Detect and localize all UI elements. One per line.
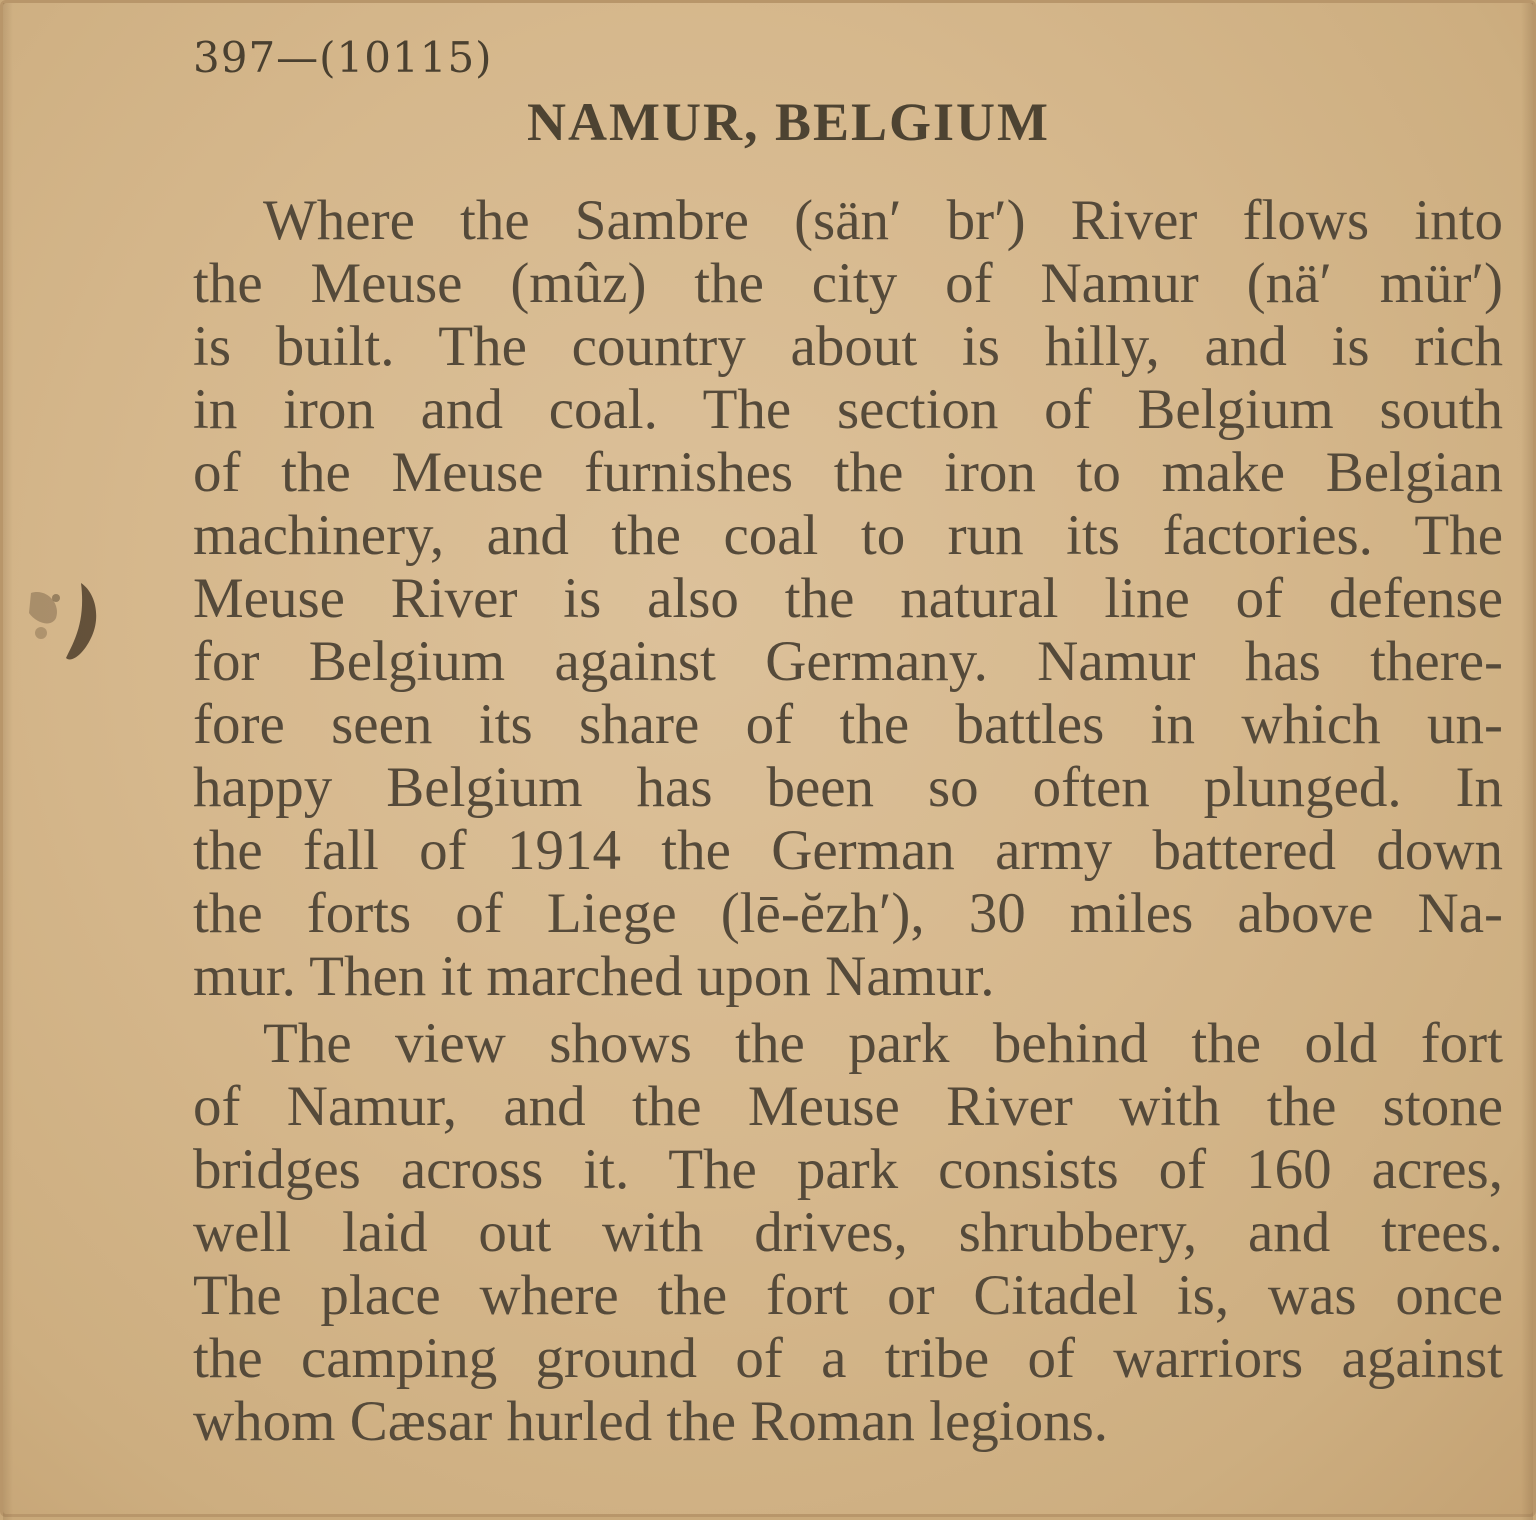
text-line: well laid out with drives, shrubbery, and trees.	[193, 1201, 1503, 1264]
ink-smudge-mark	[11, 563, 111, 673]
text-line: bridges across it. The park consists of 160 acres,	[193, 1138, 1503, 1201]
text-line: of the Meuse furnishes the iron to make Belgian	[193, 441, 1503, 504]
text-line: mur. Then it marched upon Namur.	[193, 945, 995, 1008]
catalog-reference-number: 397—(10115)	[193, 33, 493, 82]
card-right-edge-shading	[1521, 3, 1533, 1520]
text-line: The place where the fort or Citadel is, was once	[193, 1264, 1503, 1327]
text-line: Where the Sambre (sän′ br′) River flows into	[263, 189, 1503, 252]
text-line: whom Cæsar hurled the Roman legions.	[193, 1390, 1109, 1453]
text-line: of Namur, and the Meuse River with the stone	[193, 1075, 1503, 1138]
text-line: for Belgium against Germany. Namur has there-	[193, 630, 1503, 693]
text-line: in iron and coal. The section of Belgium south	[193, 378, 1503, 441]
text-line: the fall of 1914 the German army battered down	[193, 819, 1503, 882]
text-line: Meuse River is also the natural line of defense	[193, 567, 1503, 630]
text-line: the camping ground of a tribe of warriors against	[193, 1327, 1503, 1390]
description-paragraph-2	[193, 1012, 1503, 1453]
card-title: NAMUR, BELGIUM	[527, 92, 1050, 152]
description-paragraph-1	[193, 189, 1503, 1008]
card-left-edge-shading	[3, 3, 13, 1520]
text-line: machinery, and the coal to run its factories. The	[193, 504, 1503, 567]
text-line: is built. The country about is hilly, and is rich	[193, 315, 1503, 378]
text-line: happy Belgium has been so often plunged. In	[193, 756, 1503, 819]
text-line: the forts of Liege (lē-ĕzh′), 30 miles above Na-	[193, 882, 1503, 945]
text-line: fore seen its share of the battles in which un-	[193, 693, 1503, 756]
text-line: The view shows the park behind the old fort	[263, 1012, 1503, 1075]
text-line: the Meuse (mûz) the city of Namur (nä′ mür′)	[193, 252, 1503, 315]
